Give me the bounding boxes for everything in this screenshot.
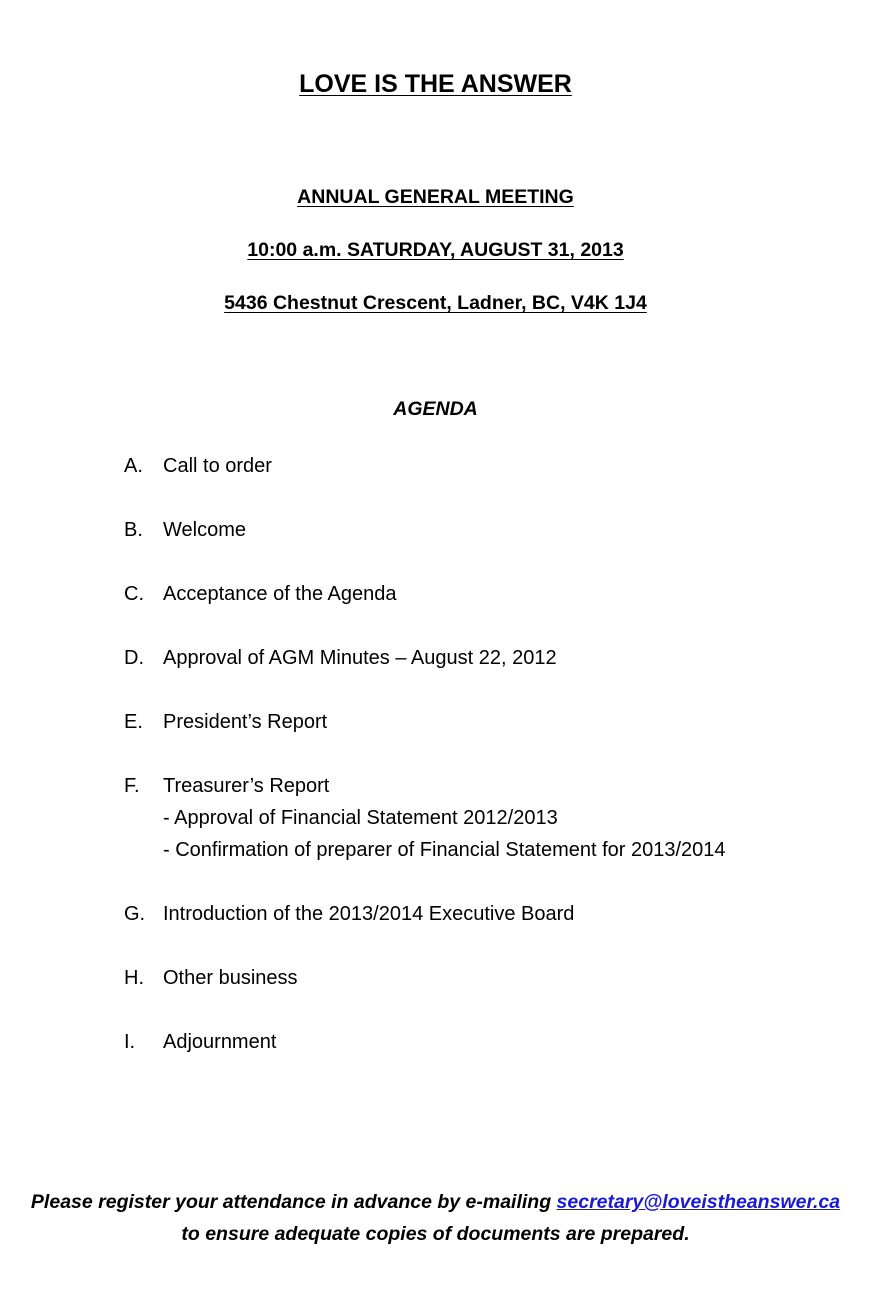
agenda-item — [124, 1026, 726, 1058]
agenda-item — [124, 706, 726, 738]
agenda-item-letter: A. — [124, 455, 143, 477]
agenda-item — [124, 450, 726, 482]
agenda-item-letter: E. — [124, 711, 143, 733]
agenda-item-letter: G. — [124, 903, 146, 925]
agenda-item-letter: D. — [124, 647, 144, 669]
agenda-item-text: Welcome — [163, 519, 246, 541]
registration-note-line2: to ensure adequate copies of documents are prepared. — [181, 1223, 690, 1245]
agenda-heading: AGENDA — [393, 398, 478, 420]
agenda-subitem: - Confirmation of preparer of Financial Statement for 2013/2014 — [163, 839, 726, 861]
agenda-item-letter: H. — [124, 967, 144, 989]
agenda-item-letter: F. — [124, 775, 140, 797]
meeting-type: ANNUAL GENERAL MEETING — [297, 186, 574, 208]
agenda-item-text: Call to order — [163, 455, 272, 477]
agenda-item-text: Treasurer’s Report — [163, 775, 330, 797]
agenda-item-text: Introduction of the 2013/2014 Executive Board — [163, 903, 575, 925]
agenda-item-text: Adjournment — [163, 1031, 277, 1053]
agenda-subitem: - Approval of Financial Statement 2012/2013 — [163, 807, 558, 829]
document-title: LOVE IS THE ANSWER — [299, 70, 572, 98]
agenda-item — [124, 770, 726, 866]
agenda-item — [124, 578, 726, 610]
agenda-item — [124, 514, 726, 546]
agenda-item-letter: B. — [124, 519, 143, 541]
agenda-item-text: Other business — [163, 967, 298, 989]
agenda-item — [124, 962, 726, 994]
agenda-item-text: Acceptance of the Agenda — [163, 583, 397, 605]
registration-note — [0, 1186, 871, 1250]
agenda-item-text: President’s Report — [163, 711, 328, 733]
meeting-address: 5436 Chestnut Crescent, Ladner, BC, V4K 1J4 — [224, 292, 647, 314]
agenda-item — [124, 898, 726, 930]
agenda-list — [124, 450, 726, 1090]
secretary-email-link[interactable]: secretary@loveistheanswer.ca — [556, 1191, 841, 1213]
agenda-item-letter: I. — [124, 1031, 136, 1053]
agenda-item-text: Approval of AGM Minutes – August 22, 2012 — [163, 647, 557, 669]
agenda-item-letter: C. — [124, 583, 144, 605]
agenda-item — [124, 642, 726, 674]
meeting-datetime: 10:00 a.m. SATURDAY, AUGUST 31, 2013 — [247, 239, 624, 261]
registration-note-prefix: Please register your attendance in advance by e-mailing — [30, 1191, 557, 1213]
